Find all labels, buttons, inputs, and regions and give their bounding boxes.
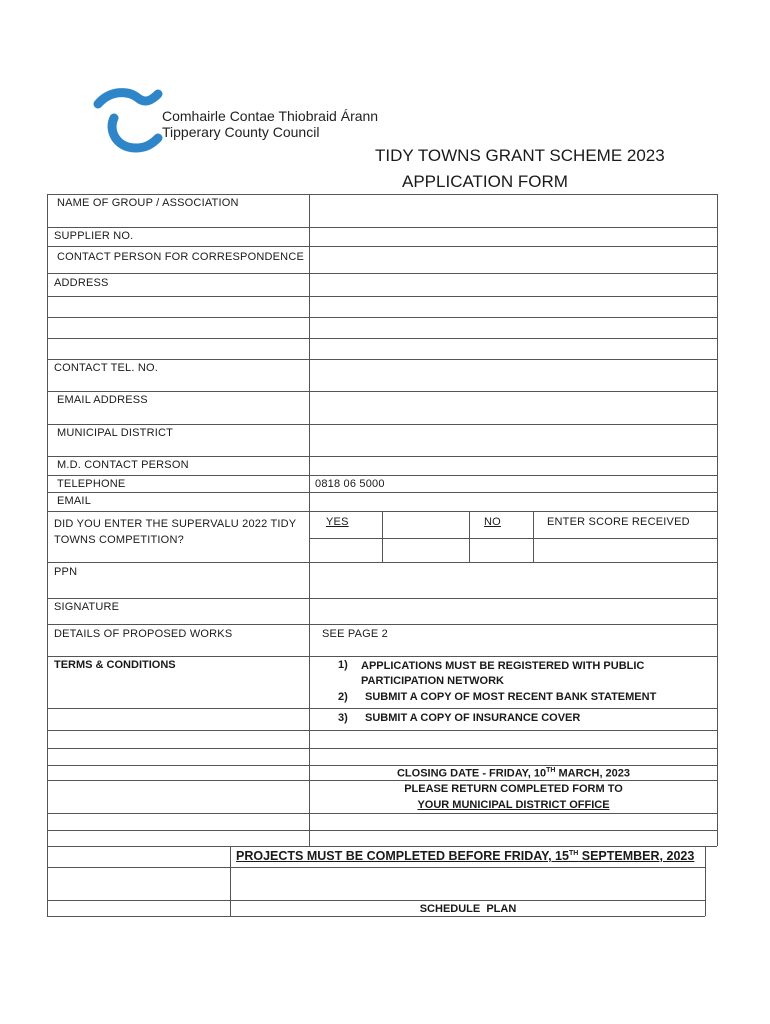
- address-field[interactable]: [310, 274, 716, 358]
- term-1-text: APPLICATIONS MUST BE REGISTERED WITH PUBLIC PARTICIPATION NETWORK: [361, 660, 645, 687]
- logo-english-name: Tipperary County Council: [162, 124, 320, 140]
- closing-date-suffix: MARCH, 2023: [555, 767, 631, 780]
- yes-checkbox-cell[interactable]: [383, 512, 468, 537]
- contact-tel-label: CONTACT TEL. NO.: [54, 362, 159, 374]
- municipal-district-field[interactable]: [310, 425, 716, 455]
- group-name-field[interactable]: [310, 195, 716, 226]
- term-2-text: SUBMIT A COPY OF MOST RECENT BANK STATEMENT: [365, 691, 657, 703]
- ppn-field[interactable]: [310, 563, 716, 597]
- projects-deadline-suffix: SEPTEMBER, 2023: [578, 849, 695, 863]
- term-1-number: 1): [338, 659, 348, 671]
- see-page-text: SEE PAGE 2: [322, 628, 388, 640]
- ppn-label: PPN: [54, 566, 78, 578]
- closing-date: [310, 767, 717, 780]
- contact-person-field[interactable]: [310, 247, 716, 272]
- supplier-no-field[interactable]: [310, 228, 716, 245]
- logo-irish-name: Comhairle Contae Thiobraid Árann: [162, 108, 379, 124]
- projects-deadline-prefix: PROJECTS MUST BE COMPLETED BEFORE FRIDAY, 15: [236, 849, 569, 863]
- projects-deadline: [236, 849, 694, 863]
- form-title: TIDY TOWNS GRANT SCHEME 2023: [375, 146, 665, 165]
- telephone-value: 0818 06 5000: [315, 478, 385, 490]
- email-address-field[interactable]: [310, 392, 716, 423]
- term-3-text: SUBMIT A COPY OF INSURANCE COVER: [365, 712, 581, 724]
- signature-label: SIGNATURE: [54, 601, 120, 613]
- schedule-plan-heading: SCHEDULE PLAN: [419, 903, 517, 915]
- projects-deadline-sup: TH: [568, 849, 579, 857]
- enter-score-label: ENTER SCORE RECEIVED: [547, 516, 690, 528]
- md-contact-person-label: M.D. CONTACT PERSON: [57, 459, 189, 471]
- yes-option[interactable]: YES: [326, 516, 349, 528]
- terms-label: TERMS & CONDITIONS: [54, 659, 176, 671]
- supervalu-question-label: DID YOU ENTER THE SUPERVALU 2022 TIDY TOWNS COMPETITION?: [54, 518, 297, 546]
- email-address-label: EMAIL ADDRESS: [57, 394, 148, 406]
- address-label: ADDRESS: [54, 277, 109, 289]
- schedule-plan-field[interactable]: [231, 868, 704, 899]
- term-3-number: 3): [338, 712, 348, 724]
- council-logo: [92, 88, 377, 158]
- term-2-number: 2): [338, 691, 348, 703]
- group-name-label: NAME OF GROUP / ASSOCIATION: [57, 197, 239, 209]
- closing-date-prefix: CLOSING DATE - FRIDAY, 10: [396, 767, 547, 780]
- form-subtitle: APPLICATION FORM: [402, 172, 568, 191]
- return-instruction: PLEASE RETURN COMPLETED FORM TO: [404, 783, 623, 795]
- contact-person-label: CONTACT PERSON FOR CORRESPONDENCE: [57, 251, 304, 263]
- no-option[interactable]: NO: [484, 516, 501, 528]
- signature-field[interactable]: [310, 599, 716, 623]
- council-logo-mark: [92, 88, 164, 158]
- district-office-instruction: YOUR MUNICIPAL DISTRICT OFFICE: [417, 799, 610, 811]
- municipal-district-label: MUNICIPAL DISTRICT: [57, 427, 174, 439]
- email-label: EMAIL: [57, 495, 92, 507]
- details-works-label: DETAILS OF PROPOSED WORKS: [54, 628, 233, 640]
- supplier-no-label: SUPPLIER NO.: [54, 230, 134, 242]
- score-field[interactable]: [534, 539, 716, 561]
- telephone-label: TELEPHONE: [57, 478, 126, 490]
- contact-tel-field[interactable]: [310, 360, 716, 390]
- closing-date-sup: TH: [546, 767, 556, 774]
